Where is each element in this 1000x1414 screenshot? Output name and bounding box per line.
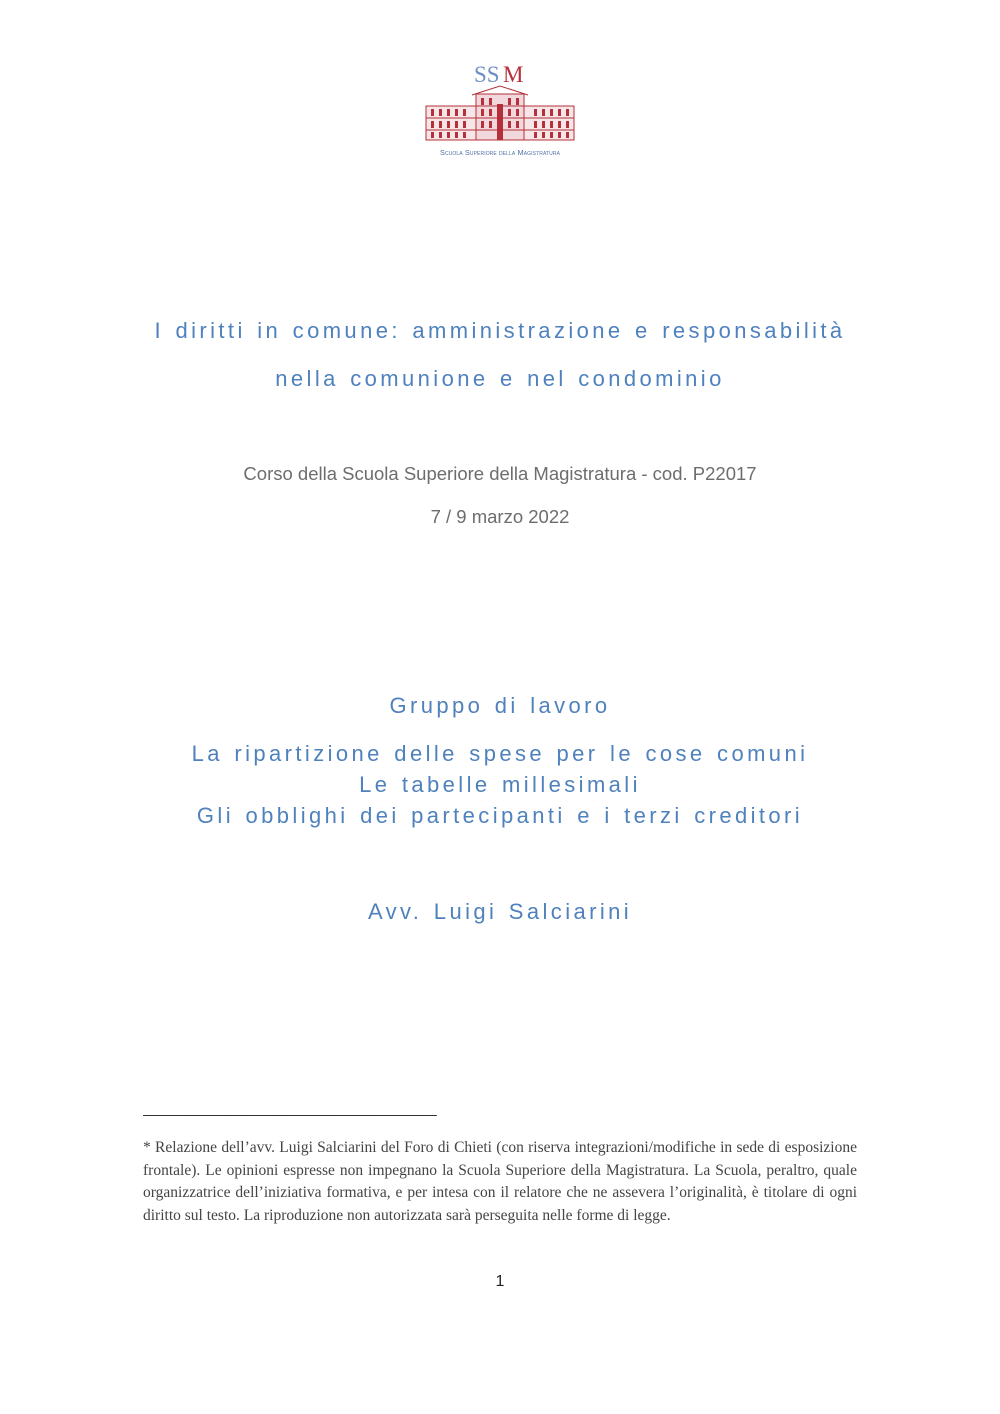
page-number: 1	[495, 1273, 505, 1290]
workgroup-topic-1: La ripartizione delle spese per le cose comuni	[191, 741, 809, 766]
workgroup-topic-2: Le tabelle millesimali	[359, 772, 641, 797]
document-title-line-1: I diritti in comune: amministrazione e responsabilità	[154, 318, 846, 343]
course-line: Corso della Scuola Superiore della Magistratura - cod. P22017	[243, 463, 757, 484]
course-dates: 7 / 9 marzo 2022	[430, 506, 570, 527]
footnote-text: * Relazione dell’avv. Luigi Salciarini del Foro di Chieti (con riserva integrazioni/modifiche in sede di esposizione frontale). Le opinioni espresse non impegnano la Scuola Superiore della Magistratura. La Scuola, peraltro, quale organizzatrice dell’iniziativa formativa, e per intesa con il relatore che ne assevera l’originalità, è titolare di ogni diritto sul testo. La riproduzione non autorizzata sarà perseguita nelle forme di legge.	[143, 1139, 857, 1224]
logo-acronym-right: M	[503, 62, 524, 87]
workgroup-heading: Gruppo di lavoro	[389, 693, 611, 718]
author-name: Avv. Luigi Salciarini	[367, 899, 633, 924]
logo-acronym-left: SS	[474, 62, 500, 87]
ssm-logo	[424, 58, 576, 160]
building-facade-icon	[424, 58, 576, 160]
workgroup-topic-3: Gli obblighi dei partecipanti e i terzi creditori	[196, 803, 804, 828]
logo-caption: Scuola Superiore della Magistratura	[439, 148, 561, 157]
document-title-line-2: nella comunione e nel condominio	[275, 366, 725, 391]
footnote-separator: _________________________________	[143, 1100, 437, 1117]
